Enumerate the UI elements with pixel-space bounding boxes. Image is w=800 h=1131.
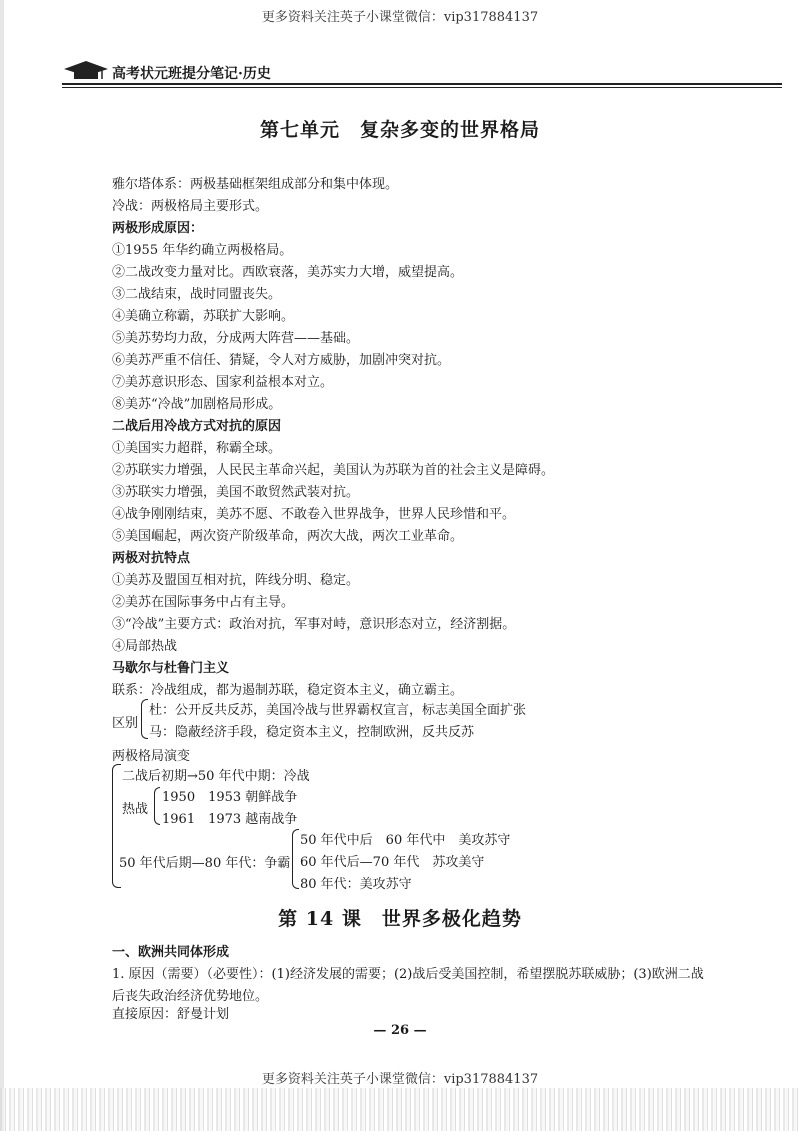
hegemony-brace — [292, 829, 299, 889]
unit-title: 第七单元 复杂多变的世界格局 — [259, 119, 540, 141]
text-line: ④战争刚刚结束，美苏不愿、不敢卷入世界战争，世界人民珍惜和平。 — [112, 507, 516, 522]
difference-du: 杜：公开反共反苏，美国冷战与世界霸权宣言，标志美国全面扩张 — [149, 703, 527, 718]
subheading: 两极格局演变 — [112, 749, 191, 764]
text-line: ②美苏在国际事务中占有主导。 — [112, 595, 295, 610]
header-rule — [62, 83, 782, 85]
hot-war-1: 1950 1953 朝鲜战争 — [162, 790, 298, 805]
hot-war-brace — [154, 787, 160, 825]
text-line: 联系：冷战组成，都为遏制苏联，稳定资本主义，确立霸主。 — [112, 683, 464, 698]
difference-ma: 马：隐蔽经济手段，稳定资本主义，控制欧洲，反共反苏 — [149, 725, 475, 740]
scan-noise — [0, 1088, 800, 1131]
evolution-cold: 二战后初期→50 年代中期：冷战 — [122, 769, 310, 784]
text-line: 雅尔塔体系：两极基础框架组成部分和集中体现。 — [112, 177, 399, 192]
text-line: ⑥美苏严重不信任、猜疑，令人对方威胁，加剧冲突对抗。 — [112, 353, 451, 368]
header-rule-thin — [62, 87, 782, 88]
graduation-cap-icon — [62, 60, 110, 82]
text-line: ③苏联实力增强，美国不敢贸然武装对抗。 — [112, 485, 360, 500]
subheading: 二战后用冷战方式对抗的原因 — [112, 419, 282, 434]
text-line: ⑤美苏势均力敌，分成两大阵营——基础。 — [112, 331, 360, 346]
text-line: ②二战改变力量对比。西欧衰落，美苏实力大增，威望提高。 — [112, 265, 464, 280]
text-line: 1. 原因（需要）（必要性）：(1)经济发展的需要；(2)战后受美国控制，希望摆脱苏联威胁；(3)欧洲二战 — [112, 967, 704, 982]
hegemony-2: 60 年代后—70 年代 苏攻美守 — [300, 855, 485, 870]
difference-brace — [141, 699, 148, 739]
scan-edge — [0, 0, 4, 1131]
watermark-top: 更多资料关注英子小课堂微信：vip317884137 — [261, 10, 539, 25]
text-line: ④局部热战 — [112, 639, 178, 654]
text-line: ⑦美苏意识形态、国家利益根本对立。 — [112, 375, 334, 390]
text-line: ⑤美国崛起，两次资产阶级革命，两次大战，两次工业革命。 — [112, 529, 464, 544]
book-title: 高考状元班提分笔记·历史 — [112, 66, 271, 82]
subheading: 两极形成原因： — [112, 221, 204, 236]
text-line: ①美苏及盟国互相对抗，阵线分明、稳定。 — [112, 573, 360, 588]
watermark-bottom: 更多资料关注英子小课堂微信：vip317884137 — [261, 1072, 539, 1087]
text-line: ①1955 年华约确立两极格局。 — [112, 243, 293, 258]
page-number: — 26 — — [373, 1023, 427, 1038]
text-line: ⑧美苏“冷战”加剧格局形成。 — [112, 397, 282, 412]
hot-war-2: 1961 1973 越南战争 — [162, 812, 298, 827]
section-heading: 一、欧洲共同体形成 — [112, 945, 230, 960]
evolution-hot-label: 热战 — [122, 802, 149, 817]
subheading: 马歇尔与杜鲁门主义 — [112, 661, 230, 676]
lesson-title: 第 14 课 世界多极化趋势 — [278, 908, 522, 930]
hegemony-1: 50 年代中后 60 年代中 美攻苏守 — [300, 833, 511, 848]
text-line: 后丧失政治经济优势地位。 — [112, 989, 269, 1004]
text-line: ①美国实力超群，称霸全球。 — [112, 441, 282, 456]
text-line: ④美确立称霸，苏联扩大影响。 — [112, 309, 295, 324]
hegemony-3: 80 年代：美攻苏守 — [300, 877, 412, 892]
text-line: 直接原因：舒曼计划 — [112, 1007, 230, 1022]
evolution-hegemony-label: 50 年代后期—80 年代：争霸 — [119, 856, 291, 871]
difference-label: 区别 — [112, 716, 139, 731]
text-line: 冷战：两极格局主要形式。 — [112, 199, 269, 214]
subheading: 两极对抗特点 — [112, 551, 191, 566]
text-line: ③“冷战”主要方式：政治对抗，军事对峙，意识形态对立，经济割据。 — [112, 617, 516, 632]
text-line: ②苏联实力增强，人民民主革命兴起，美国认为苏联为首的社会主义是障碍。 — [112, 463, 555, 478]
text-line: ③二战结束，战时同盟丧失。 — [112, 287, 282, 302]
